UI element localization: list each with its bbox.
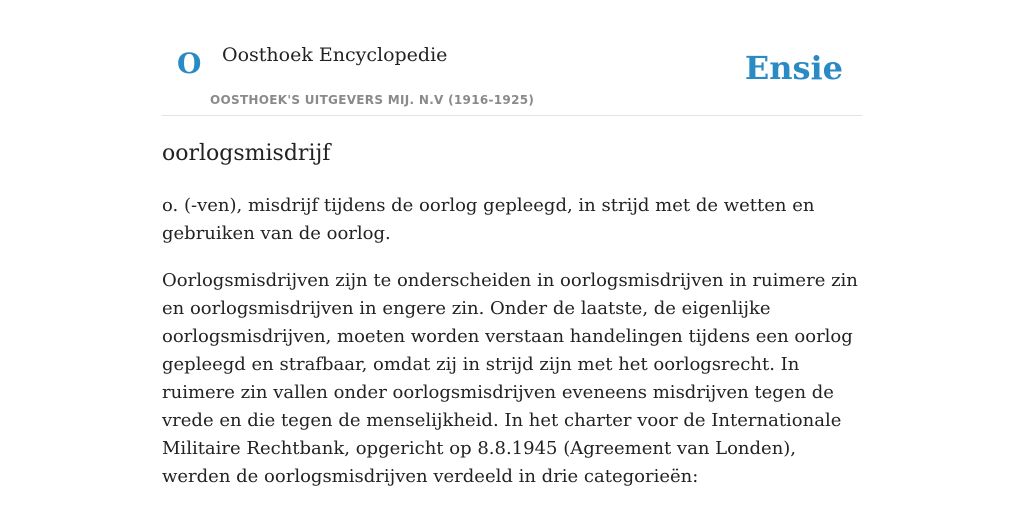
page [162,0,862,487]
source-header [162,0,862,116]
ensie-logo[interactable]: Ensie [744,49,843,87]
source-logo[interactable]: O [177,47,202,80]
entry-headword: oorlogsmisdrijf [162,141,331,166]
source-title-link[interactable]: Oosthoek Encyclopedie [222,44,448,66]
entry-paragraph: Oorlogsmisdrijven zijn te onderscheiden in oorlogsmisdrijven in ruimere zin en oorlogsmisdrijven in engere zin. Onder de laatste, de eigenlijke oorlogsmisdrijven, moeten worden verstaan handelingen tijdens een oorlog gepleegd en strafbaar, omdat zij in strijd zijn met het oorlogsrecht. In ruimere zin vallen onder oorlogsmisdrijven eveneens misdrijven tegen de vrede en die tegen de menselijkheid. In het charter voor de Internationale Militaire Rechtbank, opgericht op 8.8.1945 (Agreement van Londen), werden de oorlogsmisdrijven verdeeld in drie categorieën: [162,270,858,487]
entry-definition: o. (-ven), misdrijf tijdens de oorlog gepleegd, in strijd met de wetten en gebruiken van de oorlog. [162,195,815,244]
publisher-label: OOSTHOEK'S UITGEVERS MIJ. N.V (1916-1925) [210,93,535,107]
